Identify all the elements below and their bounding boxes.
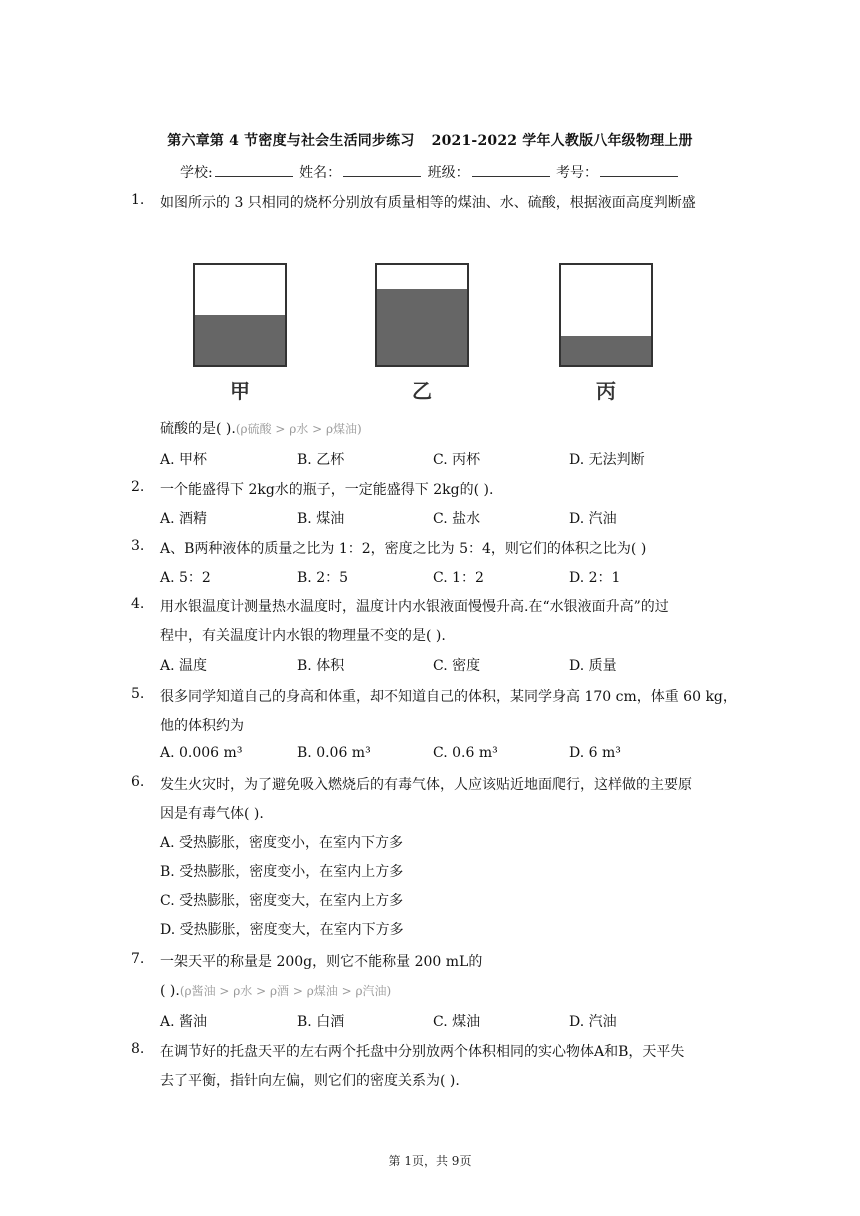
q7-number: 7.	[131, 951, 145, 967]
q5-number: 5.	[131, 686, 145, 702]
label-bing: 丙	[596, 379, 616, 403]
school-blank[interactable]	[215, 164, 293, 177]
q1-option-a[interactable]: A. 甲杯	[160, 452, 208, 468]
label-yi: 乙	[412, 379, 432, 403]
q2-option-a[interactable]: A. 酒精	[160, 511, 208, 527]
document-title	[0, 130, 860, 150]
q3-option-c[interactable]: C. 1：2	[433, 570, 484, 586]
class-blank[interactable]	[472, 164, 550, 177]
q4-text-line1: 用水银温度计测量热水温度时，温度计内水银液面慢慢升高.在“水银液面升高”的过	[160, 599, 669, 615]
q1-density-hint: (ρ硫酸 > ρ水 > ρ煤油)	[235, 422, 362, 436]
q7-option-b[interactable]: B. 白酒	[297, 1014, 345, 1030]
q5-option-d[interactable]: D. 6 m³	[569, 745, 621, 761]
q7-option-a[interactable]: A. 酱油	[160, 1014, 208, 1030]
q1-text-line1: 如图所示的 3 只相同的烧杯分别放有质量相等的煤油、水、硫酸，根据液面高度判断盛	[160, 195, 696, 211]
q5-text-line2: 他的体积约为	[160, 718, 244, 734]
student-info-line	[0, 162, 860, 182]
q3-option-a[interactable]: A. 5：2	[160, 570, 211, 586]
title-course: 2021-2022 学年人教版八年级物理上册	[431, 133, 693, 149]
q4-text-line2: 程中，有关温度计内水银的物理量不变的是( ).	[160, 628, 446, 644]
q4-option-b[interactable]: B. 体积	[297, 658, 345, 674]
class-label: 班级：	[427, 165, 470, 181]
title-chapter: 第六章第 4 节密度与社会生活同步练习	[167, 133, 415, 149]
q4-number: 4.	[131, 596, 145, 612]
q3-option-d[interactable]: D. 2：1	[569, 570, 621, 586]
q7-option-d[interactable]: D. 汽油	[569, 1014, 617, 1030]
beakers-figure	[186, 256, 666, 406]
name-blank[interactable]	[343, 164, 421, 177]
label-jia: 甲	[230, 379, 250, 403]
q4-option-a[interactable]: A. 温度	[160, 658, 208, 674]
page-footer: 第 1页，共 9页	[388, 1154, 472, 1168]
q8-number: 8.	[131, 1041, 145, 1057]
q3-text: A、B两种液体的质量之比为 1：2，密度之比为 5：4，则它们的体积之比为( )	[160, 541, 647, 557]
liquid-yi	[377, 289, 467, 365]
beaker-jia	[194, 264, 286, 366]
q1-option-d[interactable]: D. 无法判断	[569, 452, 645, 468]
q2-option-d[interactable]: D. 汽油	[569, 511, 617, 527]
q3-number: 3.	[131, 538, 145, 554]
q1-number: 1.	[131, 192, 145, 208]
q8-text-line1: 在调节好的托盘天平的左右两个托盘中分别放两个体积相同的实心物体A和B，天平失	[160, 1044, 685, 1060]
q6-number: 6.	[131, 774, 145, 790]
name-label: 姓名：	[299, 165, 342, 181]
q2-text: 一个能盛得下 2kg水的瓶子，一定能盛得下 2kg的( ).	[160, 482, 494, 498]
q6-option-b[interactable]: B. 受热膨胀，密度变小，在室内上方多	[160, 864, 404, 880]
beaker-bing	[560, 264, 652, 366]
liquid-bing	[561, 336, 651, 365]
q1-text-line2	[160, 418, 362, 438]
q7-text-line2	[160, 982, 391, 999]
q4-option-d[interactable]: D. 质量	[569, 658, 617, 674]
exam-number-blank[interactable]	[600, 164, 678, 177]
q6-text-line2: 因是有毒气体( ).	[160, 806, 264, 822]
q1-option-c[interactable]: C. 丙杯	[433, 452, 481, 468]
q7-option-c[interactable]: C. 煤油	[433, 1014, 481, 1030]
q4-option-c[interactable]: C. 密度	[433, 658, 481, 674]
q8-text-line2: 去了平衡，指针向左偏，则它们的密度关系为( ).	[160, 1073, 460, 1089]
q5-text-line1: 很多同学知道自己的身高和体重，却不知道自己的体积，某同学身高 170 cm，体重 60 kg，	[160, 689, 737, 705]
q6-option-a[interactable]: A. 受热膨胀，密度变小，在室内下方多	[160, 835, 404, 851]
q5-option-b[interactable]: B. 0.06 m³	[297, 745, 371, 761]
exam-number-label: 考号：	[556, 165, 599, 181]
q5-option-a[interactable]: A. 0.006 m³	[160, 745, 243, 761]
q3-option-b[interactable]: B. 2：5	[297, 570, 349, 586]
beaker-yi	[376, 264, 468, 366]
q2-option-c[interactable]: C. 盐水	[433, 511, 481, 527]
q2-number: 2.	[131, 479, 145, 495]
q7-density-hint: (ρ酱油 > ρ水 > ρ酒 > ρ煤油 > ρ汽油)	[179, 984, 392, 998]
q6-text-line1: 发生火灾时，为了避免吸入燃烧后的有毒气体，人应该贴近地面爬行，这样做的主要原	[160, 777, 692, 793]
school-label: 学校:	[179, 165, 213, 181]
q2-option-b[interactable]: B. 煤油	[297, 511, 345, 527]
q7-text-line1: 一架天平的称量是 200g，则它不能称量 200 mL的	[160, 954, 483, 970]
q1-answer-blank: 硫酸的是( ).	[160, 421, 236, 437]
q6-option-c[interactable]: C. 受热膨胀，密度变大，在室内上方多	[160, 893, 404, 909]
q6-option-d[interactable]: D. 受热膨胀，密度变大，在室内下方多	[160, 922, 404, 938]
q1-option-b[interactable]: B. 乙杯	[297, 452, 345, 468]
liquid-jia	[195, 315, 285, 365]
q7-answer-blank: ( ).	[160, 983, 180, 999]
q5-option-c[interactable]: C. 0.6 m³	[433, 745, 498, 761]
